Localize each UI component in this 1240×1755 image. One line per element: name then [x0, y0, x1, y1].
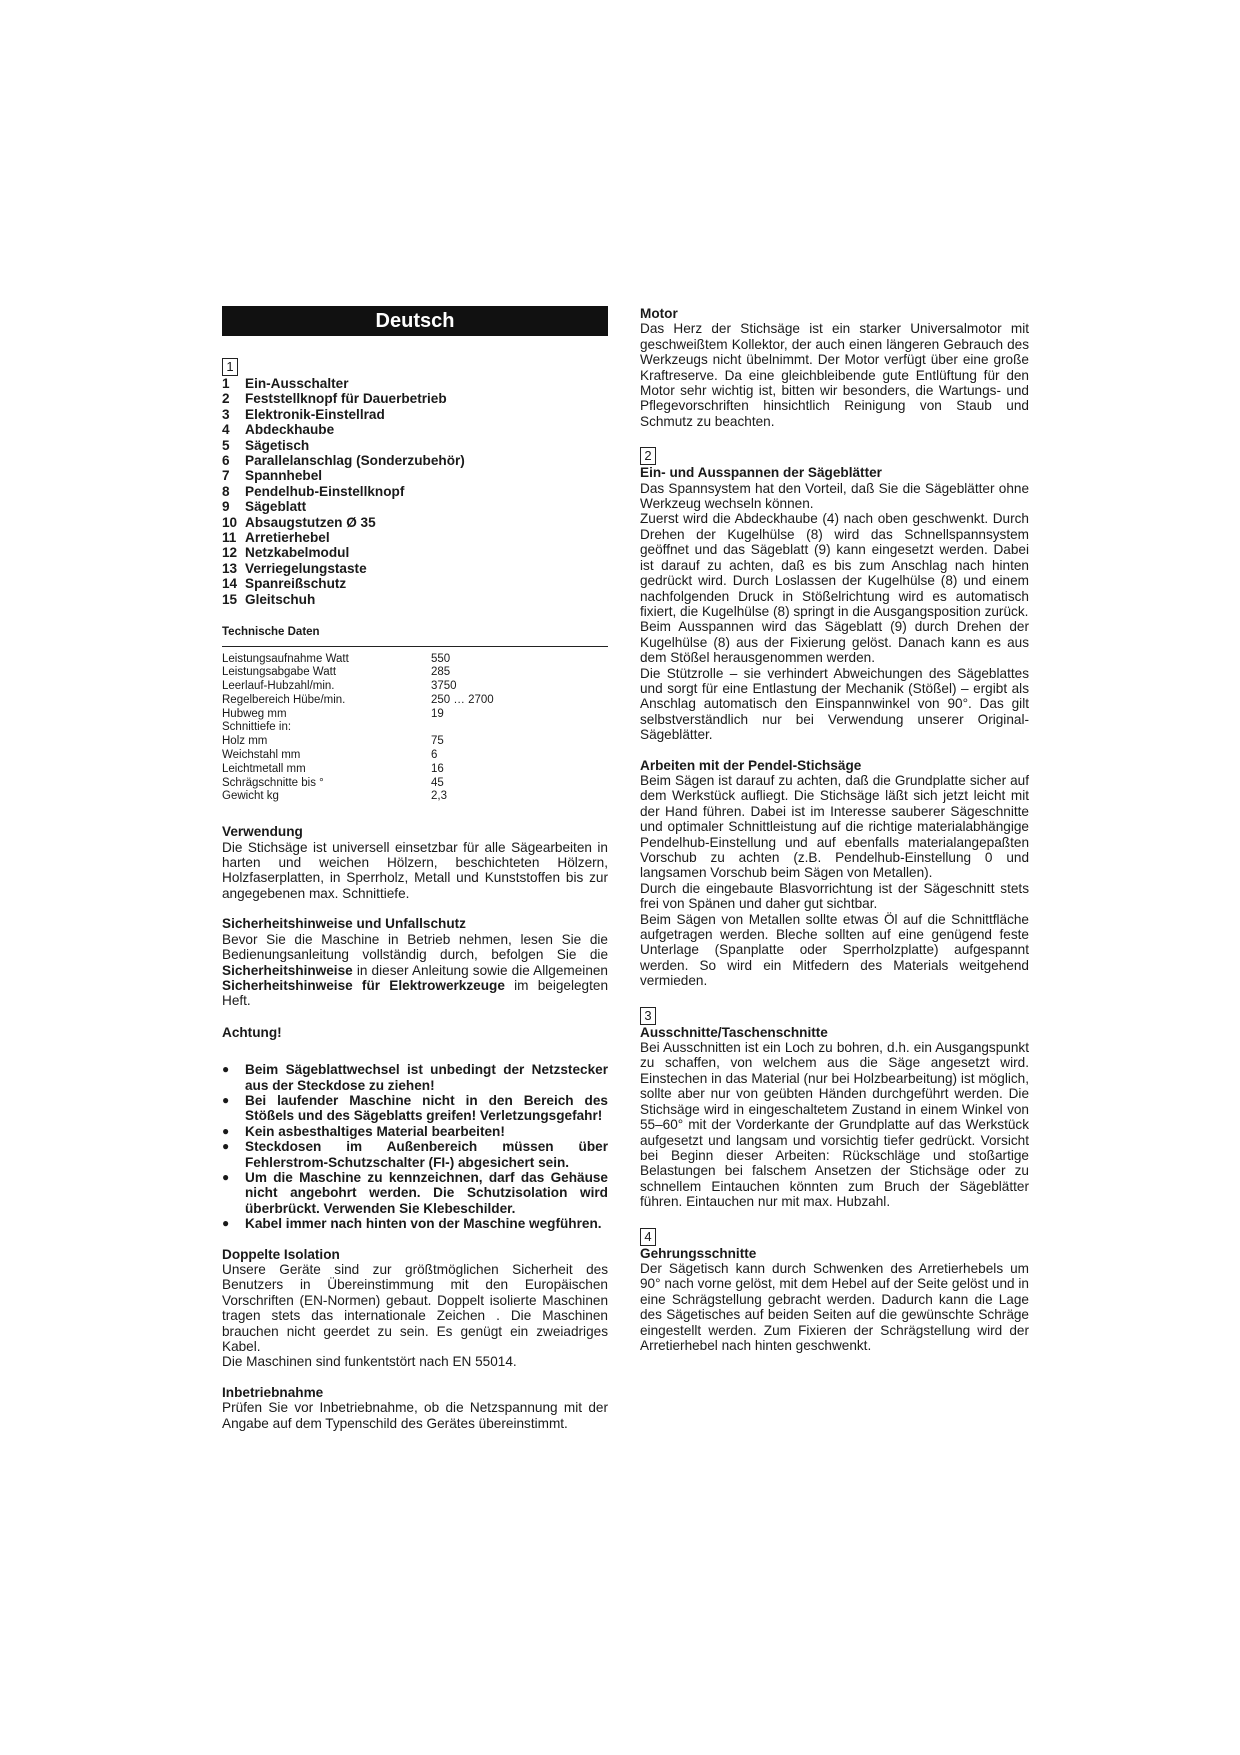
achtung-heading: Achtung! [222, 1024, 282, 1040]
part-label: Abdeckhaube [245, 422, 335, 438]
tech-data-value: 285 [431, 666, 451, 679]
warning-item [222, 1139, 608, 1170]
part-label: Arretierhebel [245, 530, 330, 546]
part-label: Verriegelungstaste [245, 560, 367, 576]
warning-item [222, 1062, 608, 1093]
tech-data-key: Weichstahl mm [222, 749, 301, 762]
motor-text: Das Herz der Stichsäge ist ein starker Universalmotor mit geschweißtem Kollektor, der auch einen längeren Gebrauch des Werkzeugs nicht übelnimmt. Der Motor verfügt über eine große Kraftreserve. Da eine gleichbleibende gute Entlüftung für den Motor sehr wichtig ist, bitten wir besonders, die Wartungs- und Pflegevorschriften hinsichtlich Reinigung von Staub und Schmutz zu beachten. [640, 321, 1029, 429]
tech-data-row [222, 721, 608, 735]
part-item [222, 576, 608, 591]
tech-data-value: 75 [431, 735, 444, 748]
warning-text: Steckdosen im Außenbereich müssen über Fehlerstrom-Schutzschalter (FI-) abgesichert sein. [245, 1139, 608, 1170]
spannen-text-2: Zuerst wird die Abdeckhaube (4) nach oben geschwenkt. Durch Drehen der Kugelhülse (8) wird das Schnellspannsystem geöffnet und das Sägeblatt (9) kann eingesetzt werden. Dabei ist darauf zu achten, daß es bis zum Anschlag nach hinten gedrückt wird. Durch Loslassen der Kugelhülse (8) und einem nachfolgenden Druck in Stößelrichtung wird es automatisch fixiert, die Kugelhülse (8) springt in die Ausgangsposition zurück. [640, 511, 1029, 619]
tech-data-row [222, 694, 608, 708]
tech-data-row [222, 708, 608, 722]
tech-data-value: 45 [431, 776, 444, 789]
tech-data-key: Leistungsaufnahme Watt [222, 652, 349, 665]
tech-data-key: Regelbereich Hübe/min. [222, 693, 346, 706]
part-number: 11 [222, 530, 237, 546]
part-label: Netzkabelmodul [245, 545, 350, 561]
bullet-icon: ● [222, 1123, 230, 1138]
section-verwendung [222, 824, 608, 901]
warning-item [222, 1124, 608, 1139]
tech-data-key: Leistungsabgabe Watt [222, 666, 337, 679]
inbetriebnahme-heading: Inbetriebnahme [222, 1384, 324, 1400]
section-motor [640, 306, 1029, 429]
part-item [222, 407, 608, 422]
part-label: Gleitschuh [245, 591, 316, 607]
tech-data-key: Gewicht kg [222, 790, 279, 803]
part-label: Absaugstutzen Ø 35 [245, 514, 376, 530]
spannen-text-1: Das Spannsystem hat den Vorteil, daß Sie die Sägeblätter ohne Werkzeug wechseln können. [640, 480, 1029, 512]
tech-data-row [222, 680, 608, 694]
part-item [222, 592, 608, 607]
warning-item [222, 1093, 608, 1124]
part-number: 12 [222, 545, 238, 561]
part-number: 3 [222, 406, 230, 422]
gehrung-text: Der Sägetisch kann durch Schwenken des Arretierhebels um 90° nach vorne gelöst, mit dem Hebel auf der Seite gelöst und in eine Schrägstellung gebracht werden. Dadurch kann die Lage des Sägetisches auf beiden Seiten auf die gewünschte Schräge eingestellt werden. Zum Fixieren der Schrägstellung wird der Arretierhebel nach hinten geschwenkt. [640, 1260, 1029, 1353]
verwendung-heading: Verwendung [222, 824, 303, 840]
isolation-text-2: Die Maschinen sind funkentstört nach EN 55014. [222, 1354, 517, 1370]
pendel-heading: Arbeiten mit der Pendel-Stichsäge [640, 757, 862, 773]
spannen-text-3: Beim Ausspannen wird das Sägeblatt (9) durch Drehen der Kugelhülse (8) aus der Fixierung gelöst. Danach kann es aus dem Stößel herausgenommen werden. [640, 619, 1029, 666]
part-label: Spannhebel [245, 468, 323, 484]
warning-text: Beim Sägeblattwechsel ist unbedingt der Netzstecker aus der Steckdose zu ziehen! [245, 1062, 608, 1093]
part-label: Pendelhub-Einstellknopf [245, 483, 405, 499]
tech-data-key: Leerlauf-Hubzahl/min. [222, 680, 335, 693]
parts-list [222, 376, 608, 607]
warning-item [222, 1170, 608, 1216]
part-number: 4 [222, 422, 230, 438]
bullet-icon: ● [222, 1216, 230, 1231]
tech-data-value: 6 [431, 749, 438, 762]
part-item [222, 545, 608, 560]
part-label: Ein-Ausschalter [245, 376, 349, 391]
tech-data-heading: Technische Daten [222, 625, 608, 646]
section-gehrung [640, 1246, 1029, 1354]
tech-data-key: Schrägschnitte bis ° [222, 776, 324, 789]
tech-data-key: Leichtmetall mm [222, 762, 306, 775]
section-pendel [640, 758, 1029, 989]
part-number: 7 [222, 468, 230, 484]
part-number: 2 [222, 391, 230, 407]
part-label: Feststellknopf für Dauerbetrieb [245, 391, 447, 407]
figure-ref-1: 1 [222, 358, 238, 376]
tech-data-key: Holz mm [222, 735, 268, 748]
part-label: Sägeblatt [245, 499, 307, 515]
part-number: 9 [222, 499, 230, 515]
part-item [222, 438, 608, 453]
part-item [222, 422, 608, 437]
tech-data-row [222, 653, 608, 667]
section-isolation [222, 1247, 608, 1370]
warning-text: Bei laufender Maschine nicht in den Bereich des Stößels und des Sägeblatts greifen! Verletzungsgefahr! [245, 1092, 608, 1124]
ausschnitte-heading: Ausschnitte/Taschenschnitte [640, 1024, 828, 1040]
tech-data-key: Schnittiefe in: [222, 721, 292, 734]
tech-data-row [222, 735, 608, 749]
tech-data-row [222, 749, 608, 763]
motor-heading: Motor [640, 306, 678, 321]
warning-item [222, 1216, 608, 1231]
right-column [640, 306, 1029, 1353]
spannen-heading: Ein- und Ausspannen der Sägeblätter [640, 465, 882, 481]
tech-data-row [222, 790, 608, 804]
warning-text: Kein asbesthaltiges Material bearbeiten! [245, 1123, 505, 1139]
verwendung-text: Die Stichsäge ist universell einsetzbar für alle Sägearbeiten in harten und weichen Hölzern, beschichteten Hölzern, Holzfaserplatten, in Sperrholz, Metall und Kunststoffen bis zur angegebenen max. Schnittiefe. [222, 839, 608, 901]
part-number: 6 [222, 453, 230, 469]
language-banner: Deutsch [222, 306, 608, 336]
part-number: 14 [222, 576, 238, 592]
gehrung-heading: Gehrungsschnitte [640, 1245, 757, 1261]
part-item [222, 391, 608, 406]
section-inbetriebnahme [222, 1385, 608, 1431]
bullet-icon: ● [222, 1092, 230, 1107]
tech-data-value: 3750 [431, 680, 457, 693]
part-item [222, 468, 608, 483]
part-number: 15 [222, 591, 238, 607]
left-column [222, 306, 608, 1431]
part-label: Spanreißschutz [245, 576, 347, 592]
tech-data-key: Hubweg mm [222, 707, 287, 720]
sicherheit-text: Bevor Sie die Maschine in Betrieb nehmen, lesen Sie die Bedienungsanleitung vollständig durch, befolgen Sie die Sicherheitshinweise in dieser Anleitung sowie die Allgemeinen Sicherheitshinweise für Elektrowerkzeuge im beigelegten Heft. [222, 931, 609, 1009]
part-number: 10 [222, 514, 238, 530]
figure-ref-4: 4 [640, 1228, 656, 1246]
tech-data-value: 2,3 [431, 790, 447, 803]
warning-text: Kabel immer nach hinten von der Maschine wegführen. [245, 1216, 602, 1232]
part-item [222, 376, 608, 391]
part-item [222, 530, 608, 545]
warning-text: Um die Maschine zu kennzeichnen, darf das Gehäuse nicht angebohrt werden. Die Schutzisolation wird überbrückt. Verwenden Sie Klebeschilder. [245, 1169, 608, 1216]
section-sicherheit [222, 916, 608, 1008]
tech-data-value: 19 [431, 707, 444, 720]
section-ausschnitte [640, 1025, 1029, 1210]
pendel-text-1: Beim Sägen ist darauf zu achten, daß die Grundplatte sicher auf dem Werkstück aufliegt. Die Stichsäge läßt sich jetzt leicht mit der Hand führen. Dabei ist im Interesse sauberer Sägeschnitte und optimaler Schnittleistung auf die richtige materialabhängige Pendelhub-Einstellung und auf ebenfalls materialangepaßten Vorschub zu achten (z.B. Pendelhub-Einstellung 0 und langsamen Vorschub beim Sägen von Metallen). [640, 772, 1029, 881]
part-item [222, 515, 608, 530]
part-number: 5 [222, 437, 230, 453]
figure-ref-3: 3 [640, 1007, 656, 1025]
tech-data-value: 550 [431, 652, 451, 665]
section-spannen [640, 465, 1029, 742]
bullet-icon: ● [222, 1169, 230, 1184]
figure-ref-2: 2 [640, 447, 656, 465]
bullet-icon: ● [222, 1062, 230, 1077]
ausschnitte-text: Bei Ausschnitten ist ein Loch zu bohren, d.h. ein Ausgangspunkt zu schaffen, von welchem aus die Säge angesetzt wird. Einstechen in das Material (nur bei Holzbearbeitung) ist möglich, sollte aber nur von geübten Händen durchgeführt werden. Die Stichsäge wird in eingeschaltetem Zustand in einem Winkel von 55–60° mit der Vorderkante der Grundplatte auf das Werkstück aufgesetzt und langsam und vorsichtig tiefer gedrückt. Vorsicht bei Beginn dieser Arbeiten: Rückschläge und stoßartige Belastungen bei falschem Ansetzen der Stichsäge oder zu schnellem Eintauchen könnten zum Bruch der Sägeblätter führen. Eintauchen nur mit max. Hubzahl. [640, 1040, 1029, 1210]
tech-data-row [222, 666, 608, 680]
tech-data-row [222, 763, 608, 777]
part-number: 8 [222, 483, 230, 499]
tech-data-value: 250 … 2700 [431, 693, 494, 706]
inbetriebnahme-text: Prüfen Sie vor Inbetriebnahme, ob die Netzspannung mit der Angabe auf dem Typenschild des Gerätes übereinstimmt. [222, 1400, 608, 1431]
isolation-heading: Doppelte Isolation [222, 1246, 340, 1262]
part-number: 1 [222, 376, 230, 391]
sicherheit-heading: Sicherheitshinweise und Unfallschutz [222, 916, 466, 932]
part-label: Parallelanschlag (Sonderzubehör) [245, 453, 465, 469]
part-item [222, 499, 608, 514]
tech-data-table [222, 653, 608, 805]
pendel-text-2: Durch die eingebaute Blasvorrichtung ist der Sägeschnitt stets frei von Spänen und daher gut sichtbar. [640, 880, 1029, 912]
part-label: Elektronik-Einstellrad [245, 406, 385, 422]
warning-list [222, 1062, 608, 1231]
spannen-text-4: Die Stützrolle – sie verhindert Abweichungen des Sägeblattes und sorgt für eine Entlastung der Mechanik (Stößel) – ergibt als Anschlag automatisch den Einspannwinkel von 90°. Das gilt selbstverständlich nur bei Verwendung unserer Original-Sägeblätter. [640, 665, 1029, 743]
isolation-text: Unsere Geräte sind zur größtmöglichen Sicherheit des Benutzers in Übereinstimmung mit den Europäischen Vorschriften (EN-Normen) gebaut. Doppelt isolierte Maschinen tragen stets das internationale Zeichen . Die Maschinen brauchen nicht geerdet zu sein. Es genügt ein zweiadriges Kabel. [222, 1262, 608, 1355]
pendel-text-3: Beim Sägen von Metallen sollte etwas Öl auf die Schnittfläche aufgetragen werden. Bleche sollten auf eine genügend feste Unterlage (Spanplatte oder Sperrholzplatte) aufgespannt werden. So wird ein Mitfedern des Materials weitgehend vermieden. [640, 911, 1029, 989]
part-label: Sägetisch [245, 437, 310, 453]
tech-data-row [222, 777, 608, 791]
part-item [222, 453, 608, 468]
part-item [222, 561, 608, 576]
part-item [222, 484, 608, 499]
part-number: 13 [222, 560, 238, 576]
bullet-icon: ● [222, 1139, 230, 1154]
tech-data-value: 16 [431, 762, 444, 775]
